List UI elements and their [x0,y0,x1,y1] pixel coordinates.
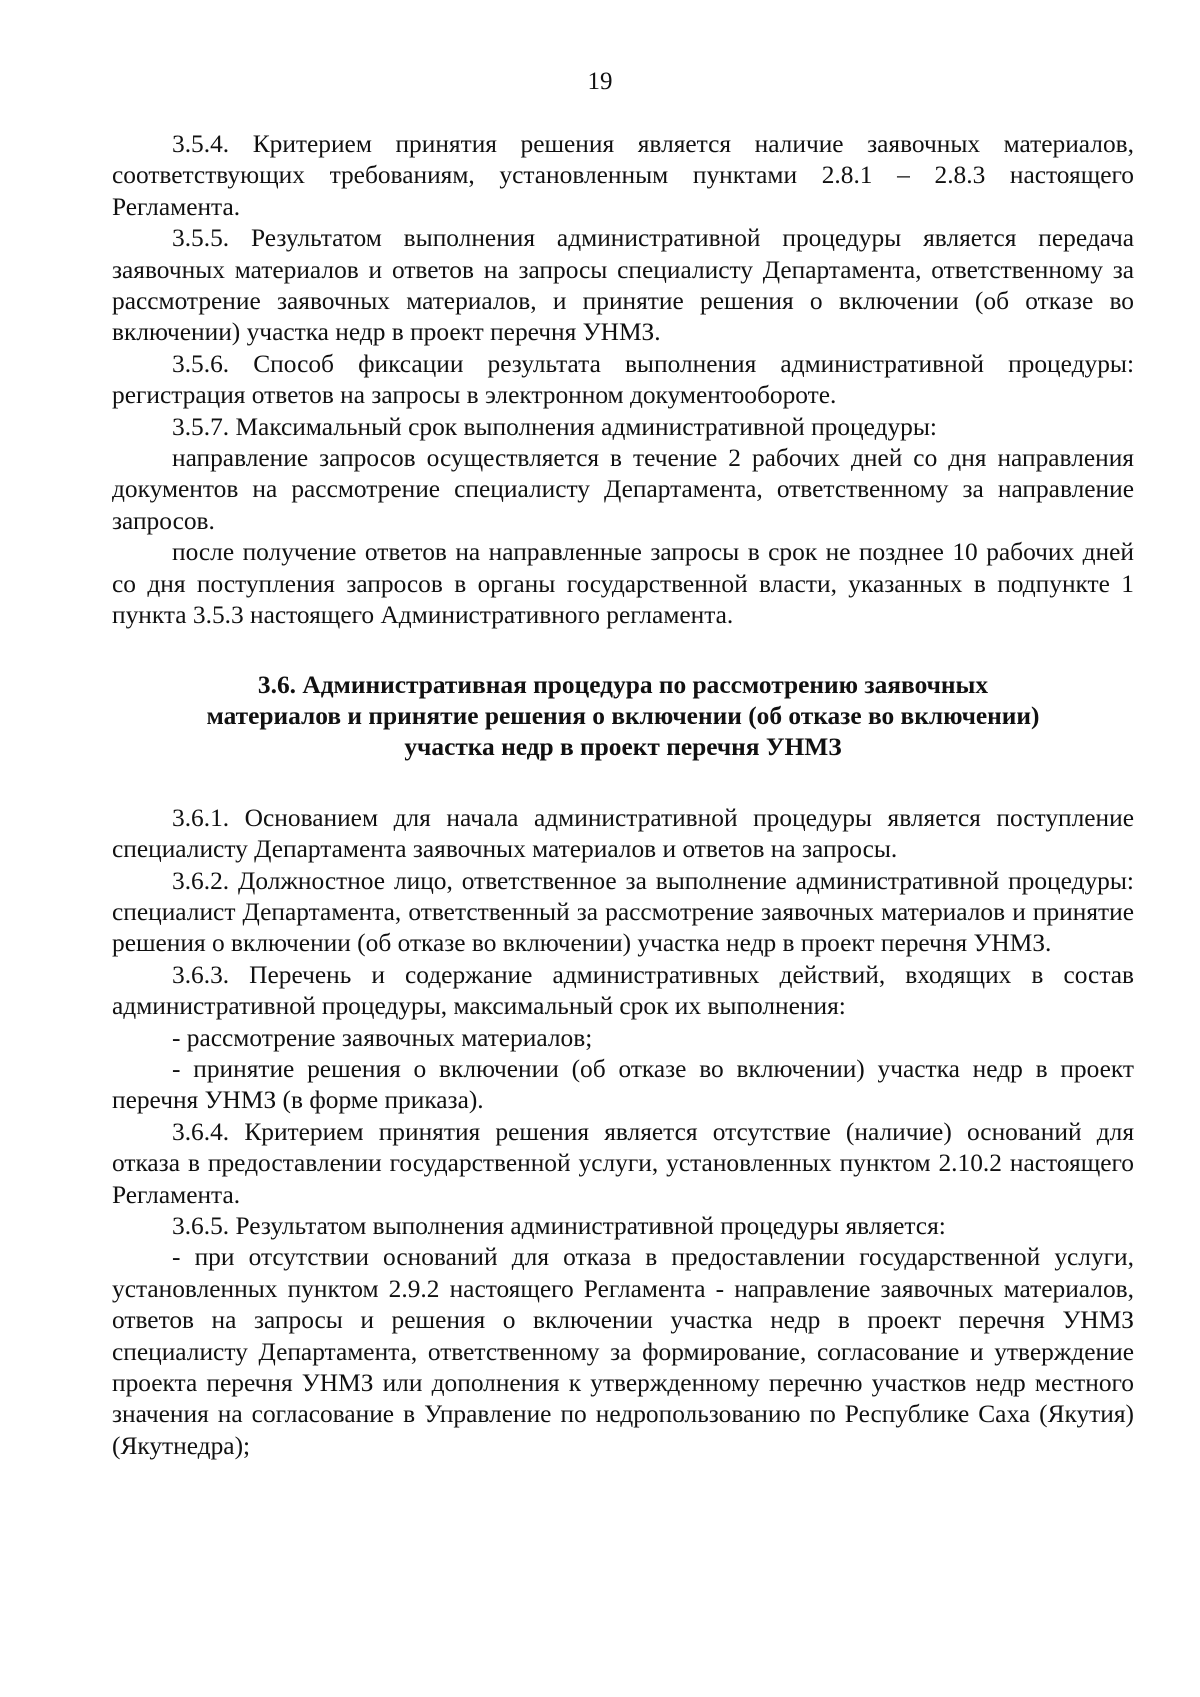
paragraph-3-5-6: 3.5.6. Способ фиксации результата выполнения административной процедуры: регистрация ответов на запросы в электронном документообороте. [112,349,1134,410]
paragraph-responses-deadline: после получение ответов на направленные запросы в срок не позднее 10 рабочих дней со дня поступления запросов в органы государственной власти, указанных в подпункте 1 пункта 3.5.3 настоящего Административного регламента. [112,538,1134,630]
heading-line-2: материалов и принятие решения о включении (об отказе во включении) [206,701,1040,730]
paragraph-requests-deadline: направление запросов осуществляется в течение 2 рабочих дней со дня направления документов на рассмотрение специалисту Департамента, ответственному за направление запросов. [112,444,1134,535]
list-item-review: - рассмотрение заявочных материалов; [172,1023,593,1052]
document-body [112,129,1134,1462]
paragraph-3-6-3: 3.6.3. Перечень и содержание административных действий, входящих в состав административной процедуры, максимальный срок их выполнения: [112,960,1134,1021]
paragraph-3-6-5: 3.6.5. Результатом выполнения административной процедуры является: [172,1212,946,1240]
paragraph-3-6-1: 3.6.1. Основанием для начала административной процедуры является поступление специалисту Департамента заявочных материалов и ответов на запросы. [112,803,1134,864]
paragraph-3-5-4: 3.5.4. Критерием принятия решения является наличие заявочных материалов, соответствующих требованиям, установленным пунктами 2.8.1 – 2.8.3 настоящего Регламента. [112,130,1134,221]
list-item-decision: - принятие решения о включении (об отказе во включении) участка недр в проект перечня УНМЗ (в форме приказа). [112,1054,1134,1115]
section-heading-3-6 [112,670,1134,764]
list-item-no-grounds: - при отсутствии оснований для отказа в предоставлении государственной услуги, установленных пунктом 2.9.2 настоящего Регламента - направление заявочных материалов, ответов на запросы и решения о включении участка недр в проект перечня УНМЗ специалисту Департамента, ответственному за формирование, согласование и утверждение проекта перечня УНМЗ или дополнения к утвержденному перечню участков недр местного значения на согласование в Управление по недропользованию по Республике Саха (Якутия) (Якутнедра); [112,1243,1134,1460]
page-number: 19 [587,68,613,95]
heading-line-1: 3.6. Административная процедура по рассмотрению заявочных [257,670,989,699]
paragraph-3-5-5: 3.5.5. Результатом выполнения административной процедуры является передача заявочных материалов и ответов на запросы специалисту Департамента, ответственному за рассмотрение заявочных материалов, и принятие решения о включении (об отказе во включении) участка недр в проект перечня УНМЗ. [112,224,1134,347]
heading-line-3: участка недр в проект перечня УНМЗ [404,733,842,762]
paragraph-3-6-2: 3.6.2. Должностное лицо, ответственное за выполнение административной процедуры: специалист Департамента, ответственный за рассмотрение заявочных материалов и принятие решения о включении (об отказе во включении) участка недр в проект перечня УНМЗ. [112,866,1134,958]
paragraph-3-6-4: 3.6.4. Критерием принятия решения является отсутствие (наличие) оснований для отказа в предоставлении государственной услуги, установленных пунктом 2.10.2 настоящего Регламента. [112,1117,1134,1209]
paragraph-3-5-7: 3.5.7. Максимальный срок выполнения административной процедуры: [172,412,937,441]
